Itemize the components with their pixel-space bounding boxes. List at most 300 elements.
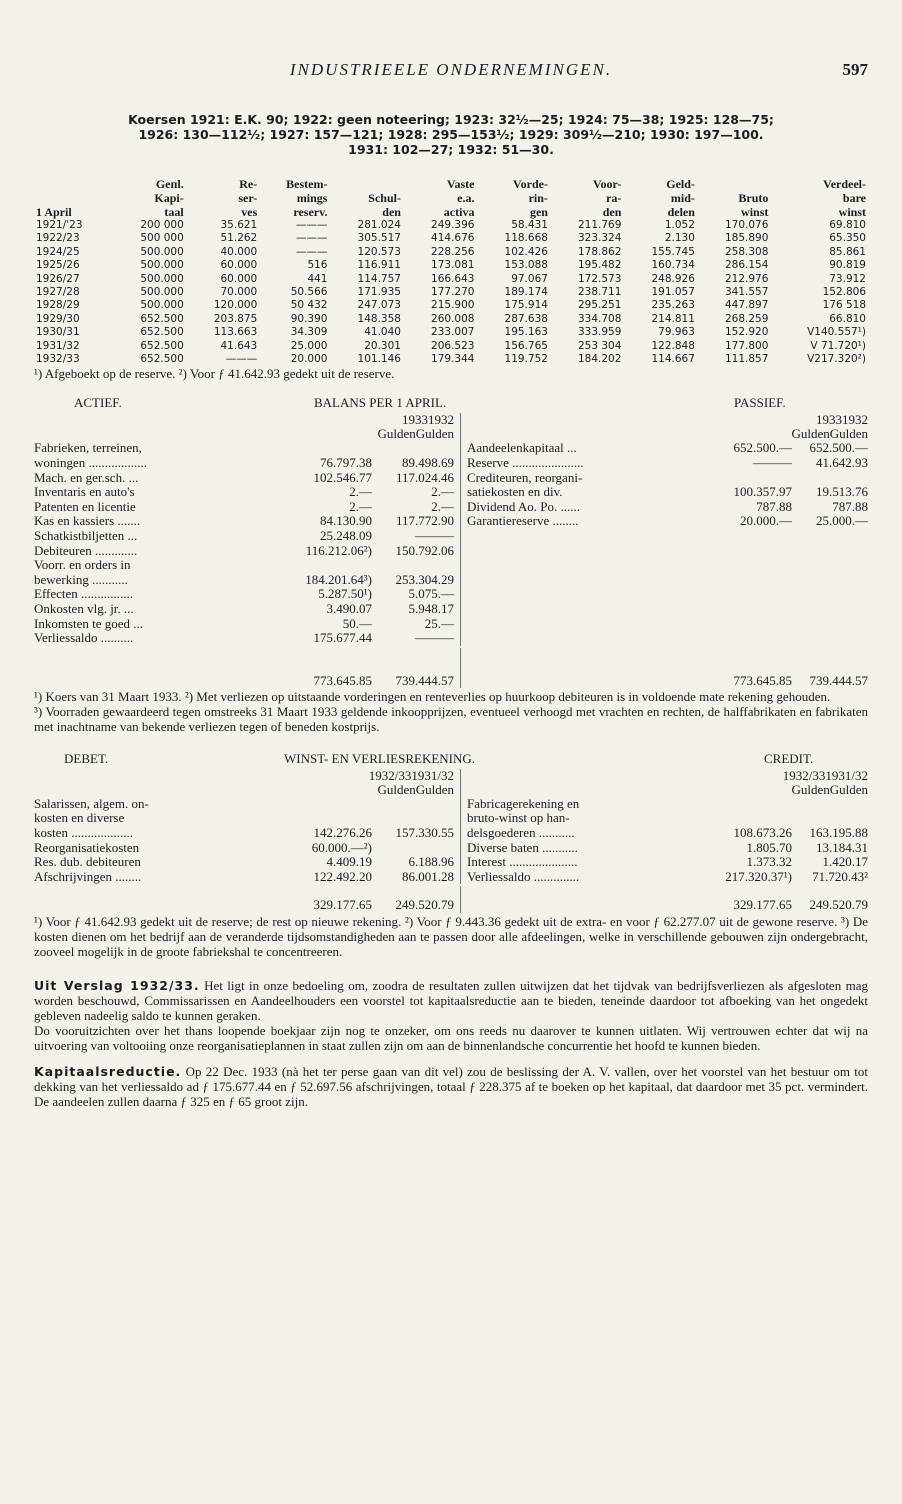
financial-history-table bbox=[34, 177, 868, 366]
ledger-label: Patenten en licentie bbox=[34, 499, 136, 514]
ledger-row bbox=[467, 811, 868, 826]
table-cell: 178.862 bbox=[578, 245, 622, 258]
ledger-value-current: 76.797.38 bbox=[320, 455, 372, 471]
table-cell: 286.154 bbox=[724, 259, 769, 272]
table-cell: 268.259 bbox=[724, 312, 769, 325]
wv-sheet bbox=[34, 769, 868, 885]
ledger-row bbox=[34, 485, 454, 500]
column-header: Kapi- bbox=[154, 191, 184, 205]
ledger-value-previous: 157.330.55 bbox=[395, 824, 454, 840]
table-cell: 90.390 bbox=[290, 312, 328, 325]
ledger-value-previous: 89.498.69 bbox=[402, 455, 454, 471]
table-cell: 248.926 bbox=[651, 272, 695, 285]
table-cell: 333.959 bbox=[578, 326, 622, 339]
ledger-row bbox=[467, 514, 868, 529]
table-cell: 25.000 bbox=[290, 339, 328, 352]
ledger-value-current bbox=[274, 797, 372, 812]
verslag-paragraph: Do vooruitzichten over het thans loopende boekjaar zijn nog te onzeker, om ons reeds nu daarover te kunnen uitlaten. Wij vertrouwen echter dat wij na uitvoering van voltooiing onze reorganisatieplannen in staat zullen zijn om aan de binnenlandsche concurrentie het hoofd te kunnen bieden. bbox=[34, 1022, 868, 1053]
total-value: 329.177.65 bbox=[313, 897, 372, 913]
table-cell: 500.000 bbox=[140, 259, 184, 272]
koersen-block bbox=[34, 112, 868, 157]
ledger-label: Res. dub. debiteuren bbox=[34, 855, 141, 870]
table-cell: 101.146 bbox=[357, 353, 401, 366]
ledger-value-current: 5.287.50¹) bbox=[318, 586, 372, 602]
table-cell: 215.900 bbox=[431, 299, 475, 312]
row-year: 1927/28 bbox=[36, 286, 80, 299]
ledger-value-current: 2.— bbox=[349, 484, 372, 500]
ledger-value-previous: 150.792.06 bbox=[395, 542, 454, 558]
column-header: mings bbox=[296, 191, 328, 205]
ledger-row bbox=[34, 587, 454, 602]
ledger-value-previous bbox=[372, 797, 454, 812]
table-cell: 441 bbox=[307, 272, 328, 285]
ledger-row bbox=[467, 456, 868, 471]
ledger-label: Verliessaldo .............. bbox=[467, 869, 580, 884]
ledger-value-current: 108.673.26 bbox=[733, 824, 792, 840]
ledger-value-previous bbox=[792, 797, 868, 812]
table-cell: 171.935 bbox=[357, 286, 401, 299]
table-cell: 66.810 bbox=[829, 312, 866, 325]
column-header: gen bbox=[529, 205, 548, 219]
table-cell: 41.040 bbox=[364, 326, 401, 339]
table-cell: 652.500 bbox=[140, 339, 184, 352]
ledger-value-current: 122.492.20 bbox=[313, 868, 372, 884]
table-cell: 179.344 bbox=[431, 353, 475, 366]
table-cell: 334.708 bbox=[578, 312, 622, 325]
table-cell: 191.057 bbox=[651, 286, 695, 299]
ledger-label: kosten en diverse bbox=[34, 811, 125, 826]
ledger-value-previous: ——— bbox=[415, 630, 454, 646]
table-cell: 414.676 bbox=[431, 232, 475, 245]
ledger-value-current: 100.357.97 bbox=[733, 484, 792, 500]
table-cell: 111.857 bbox=[724, 353, 769, 366]
koersen-line: 1931: 102—27; 1932: 51—30. bbox=[348, 142, 554, 157]
verslag-paragraph bbox=[34, 979, 868, 1023]
column-header: Bestem- bbox=[286, 177, 328, 191]
column-header: Geld- bbox=[666, 177, 695, 191]
ledger-label: Schatkistbiljetten ... bbox=[34, 529, 138, 544]
ledger-value-previous bbox=[372, 841, 454, 856]
table-cell: ——— bbox=[295, 232, 328, 245]
ledger-row bbox=[467, 855, 868, 870]
table-cell: 152.920 bbox=[724, 326, 769, 339]
ledger-row bbox=[467, 870, 868, 885]
column-header bbox=[34, 177, 112, 191]
ledger-row bbox=[467, 797, 868, 812]
ledger-value-previous: 19.513.76 bbox=[816, 484, 868, 500]
ledger-value-previous bbox=[372, 811, 454, 826]
column-header: taal bbox=[164, 205, 184, 219]
ledger-value-current bbox=[700, 797, 792, 812]
ledger-value-previous: 13.184.31 bbox=[816, 839, 868, 855]
ledger-value-current: 184.201.64³) bbox=[305, 571, 372, 587]
ledger-label: bewerking ........... bbox=[34, 572, 128, 587]
unit-header: Gulden bbox=[377, 426, 416, 442]
ledger-value-previous: 117.772.90 bbox=[395, 513, 454, 529]
table-cell: V140.557¹) bbox=[807, 326, 866, 339]
table-cell: 206.523 bbox=[431, 339, 475, 352]
total-value: 249.520.79 bbox=[809, 897, 868, 913]
unit-header: Gulden bbox=[377, 781, 416, 797]
ledger-label: delsgoederen ........... bbox=[467, 825, 575, 840]
column-header: winst bbox=[741, 205, 769, 219]
table-cell: 247.073 bbox=[357, 299, 401, 312]
balans-title: BALANS PER 1 APRIL. bbox=[314, 395, 447, 411]
table-cell: 195.482 bbox=[578, 259, 622, 272]
column-header: Vorde- bbox=[513, 177, 548, 191]
ledger-value-previous: 1.420.17 bbox=[822, 854, 868, 870]
kapitaal-lead: Kapitaalsreductie. bbox=[34, 1064, 182, 1080]
table-cell: 176 518 bbox=[822, 299, 866, 312]
year-header: 1933 bbox=[402, 412, 428, 428]
ledger-row bbox=[34, 617, 454, 632]
ledger-row bbox=[467, 500, 868, 515]
wv-header bbox=[34, 751, 868, 767]
ledger-value-current: 3.490.07 bbox=[326, 601, 372, 616]
column-header: Schul- bbox=[368, 191, 401, 205]
ledger-value-current: 787.88 bbox=[756, 498, 792, 514]
table-cell: 2.130 bbox=[664, 232, 695, 245]
table-cell: 652.500 bbox=[140, 312, 184, 325]
kapitaal-paragraph bbox=[34, 1065, 868, 1109]
credit-column bbox=[461, 769, 868, 885]
balans-header bbox=[34, 395, 868, 411]
table-cell: 41.643 bbox=[220, 339, 258, 352]
ledger-value-previous: 71.720.43² bbox=[812, 868, 868, 884]
table-cell: 152.806 bbox=[822, 286, 866, 299]
ledger-row bbox=[34, 811, 454, 826]
wv-title: WINST- EN VERLIESREKENING. bbox=[284, 750, 476, 766]
ledger-value-current bbox=[274, 558, 372, 573]
ledger-value-previous bbox=[792, 471, 868, 486]
year-header: 1931/32 bbox=[825, 767, 868, 783]
year-header: 1932/33 bbox=[368, 767, 412, 783]
ledger-label: Effecten ................ bbox=[34, 587, 134, 602]
table-cell: 60.000 bbox=[220, 259, 258, 272]
unit-header: Gulden bbox=[829, 426, 868, 442]
balans-footnote: ³) Voorraden gewaardeerd tegen omstreeks 31 Maart 1933 geldende inkoopprijzen, eventueel verhoogd met vrachten en rechten, de halffabrikaten en fabrikaten met inachtname van bekende verliezen tegen of beneden kostprijs. bbox=[34, 704, 868, 734]
table-cell: 177.800 bbox=[724, 339, 769, 352]
unit-header: Gulden bbox=[415, 781, 454, 797]
ledger-row bbox=[34, 471, 454, 486]
table-cell: 60.000 bbox=[220, 272, 258, 285]
table-row bbox=[34, 219, 868, 232]
table-row bbox=[34, 326, 868, 339]
ledger-row bbox=[34, 826, 454, 841]
table-cell: 249.396 bbox=[431, 219, 475, 231]
ledger-value-current: 652.500.— bbox=[733, 440, 792, 456]
table-cell: 1.052 bbox=[664, 219, 695, 231]
wv-footnote: ¹) Voor ƒ 41.642.93 gedekt uit de reserve; de rest op nieuwe rekening. ²) Voor ƒ 9.443.36 gedekt uit de extra- en voor ƒ 62.277.07 uit de gewone reserve. ³) De kosten dienen om het bedrijf aan de veranderde tijdsomstandigheden aan te passen door alle afdeelingen, welke in verschillende gebouwen zijn ondergebracht, zooveel mogelijk in de groote fabriekshal te concentreeren. bbox=[34, 913, 868, 959]
ledger-row bbox=[34, 841, 454, 856]
ledger-value-previous bbox=[372, 558, 454, 573]
table-cell: 155.745 bbox=[651, 245, 695, 258]
ledger-label: Afschrijvingen ........ bbox=[34, 869, 142, 884]
ledger-value-current: 142.276.26 bbox=[313, 824, 372, 840]
year-header: 1932 bbox=[428, 412, 454, 428]
ledger-value-current: 2.— bbox=[349, 498, 372, 514]
ledger-row bbox=[34, 602, 454, 617]
ledger-label: Kas en kassiers ....... bbox=[34, 514, 141, 529]
ledger-value-current: 25.248.09 bbox=[320, 528, 372, 544]
table-footnote: ¹) Afgeboekt op de reserve. ²) Voor ƒ 41.642.93 gedekt uit de reserve. bbox=[34, 366, 395, 382]
table-cell: 73.912 bbox=[829, 272, 866, 285]
column-header: delen bbox=[667, 205, 695, 219]
ledger-row bbox=[34, 514, 454, 529]
table-cell: 189.174 bbox=[504, 286, 548, 299]
ledger-label: bruto-winst op han- bbox=[467, 811, 570, 826]
ledger-label: Fabrieken, terreinen, bbox=[34, 441, 142, 456]
ledger-value-current: 50.— bbox=[342, 615, 372, 631]
column-header: bare bbox=[842, 191, 866, 205]
table-cell: 173.081 bbox=[431, 259, 475, 272]
running-header bbox=[34, 58, 868, 84]
table-cell: 65.350 bbox=[829, 232, 866, 245]
ledger-value-current: ——— bbox=[753, 455, 792, 471]
ledger-value-previous: 163.195.88 bbox=[809, 824, 868, 840]
table-cell: 120.000 bbox=[213, 299, 258, 312]
ledger-value-current: 1.373.32 bbox=[746, 854, 792, 870]
table-cell: 90.819 bbox=[829, 259, 866, 272]
table-row bbox=[34, 259, 868, 272]
ledger-value-previous: 25.000.— bbox=[816, 513, 868, 529]
ledger-label: Fabricagerekening en bbox=[467, 796, 580, 811]
row-year: 1931/32 bbox=[36, 339, 80, 352]
table-cell: 212.976 bbox=[724, 272, 769, 285]
table-row bbox=[34, 299, 868, 312]
ledger-value-previous: 117.024.46 bbox=[395, 469, 454, 485]
table-cell: 20.301 bbox=[364, 339, 401, 352]
ledger-row bbox=[34, 529, 454, 544]
ledger-value-previous: 6.188.96 bbox=[408, 854, 454, 870]
table-cell: 305.517 bbox=[357, 232, 401, 245]
table-cell: 200 000 bbox=[140, 219, 184, 231]
ledger-value-current bbox=[700, 471, 792, 486]
ledger-row bbox=[34, 631, 454, 646]
ledger-value-previous: 5.948.17 bbox=[408, 601, 454, 616]
table-cell: 156.765 bbox=[504, 339, 548, 352]
total-value: 329.177.65 bbox=[733, 897, 792, 913]
column-header: Geпl. bbox=[155, 177, 184, 191]
ledger-value-current: 1.805.70 bbox=[746, 839, 792, 855]
table-cell: 341.557 bbox=[724, 286, 769, 299]
row-year: 1932/33 bbox=[36, 353, 80, 366]
table-cell: 281.024 bbox=[357, 219, 401, 231]
verslag-lead: Uit Verslag 1932/33. bbox=[34, 978, 200, 994]
column-header: ves bbox=[241, 205, 258, 219]
table-cell: ——— bbox=[295, 219, 328, 231]
ledger-label: kosten ................... bbox=[34, 825, 133, 840]
ledger-label: Onkosten vlg. jr. ... bbox=[34, 602, 134, 616]
table-cell: 160.734 bbox=[651, 259, 695, 272]
unit-header: Gulden bbox=[829, 781, 868, 797]
ledger-row bbox=[467, 841, 868, 856]
ledger-label: Garantiereserve ........ bbox=[467, 514, 579, 529]
column-header bbox=[697, 177, 770, 191]
ledger-value-previous bbox=[372, 441, 454, 456]
table-cell: 172.573 bbox=[578, 272, 622, 285]
table-row bbox=[34, 232, 868, 245]
table-cell: 122.848 bbox=[651, 339, 695, 352]
table-cell: 50 432 bbox=[290, 299, 328, 312]
page bbox=[34, 58, 868, 1110]
table-cell: 51.262 bbox=[220, 232, 258, 245]
balans-footnote: ¹) Koers van 31 Maart 1933. ²) Met verliezen op uitstaande vorderingen en renteverlies op huurkoop debiteuren is in voldoende mate rekening gehouden. bbox=[34, 689, 831, 705]
table-cell: V217.320²) bbox=[807, 353, 866, 366]
actief-column bbox=[34, 413, 461, 645]
table-cell: 211.769 bbox=[578, 219, 622, 231]
ledger-value-previous: 2.— bbox=[431, 498, 454, 514]
column-header: den bbox=[602, 205, 622, 219]
ledger-label: Diverse baten ........... bbox=[467, 840, 578, 855]
ledger-label: Dividend Ao. Po. ...... bbox=[467, 499, 581, 514]
table-cell: 238.711 bbox=[578, 286, 622, 299]
table-cell: 114.667 bbox=[651, 353, 695, 366]
table-cell: 69.810 bbox=[829, 219, 866, 231]
table-cell: 119.752 bbox=[504, 353, 548, 366]
koersen-line: 1926: 130—112½; 1927: 157—121; 1928: 295—153½; 1929: 309½—210; 1930: 197—100. bbox=[138, 127, 764, 142]
ledger-label: Debiteuren ............. bbox=[34, 543, 138, 558]
wv-totals bbox=[34, 886, 868, 913]
debet-label: DEBET. bbox=[64, 750, 109, 766]
ledger-row bbox=[34, 870, 454, 885]
row-year: 1928/29 bbox=[36, 299, 80, 312]
ledger-row bbox=[34, 500, 454, 515]
ledger-value-previous: 787.88 bbox=[832, 498, 868, 514]
column-header: ra- bbox=[606, 191, 622, 205]
table-cell: 113.663 bbox=[213, 326, 258, 339]
column-header: rin- bbox=[528, 191, 548, 205]
unit-header: Gulden bbox=[415, 426, 454, 442]
column-header: winst bbox=[838, 205, 866, 219]
table-cell: 228.256 bbox=[431, 245, 475, 258]
column-header: ser- bbox=[238, 191, 258, 205]
column-header: Voor- bbox=[592, 177, 622, 191]
credit-label: CREDIT. bbox=[764, 750, 814, 766]
table-cell: 652.500 bbox=[140, 353, 184, 366]
table-cell: 258.308 bbox=[724, 245, 769, 258]
table-cell: 175.914 bbox=[504, 299, 548, 312]
table-cell: 70.000 bbox=[220, 286, 258, 299]
verslag-text: Het ligt in onze bedoeling om, zoodra de resultaten zullen uitwijzen dat het tijdvak van bedrijfsverliezen als afgesloten mag worden beschouwd, Commissarissen en Aandeelhouders een voorstel tot kapitaalsreductie aan te bieden, teneinde daardoor tot afboeking van het ongedekt gebleven nadeelig saldo te kunnen geraken. bbox=[34, 978, 868, 1023]
row-year: 1924/25 bbox=[36, 245, 80, 258]
kapitaal-text: Op 22 Dec. 1933 (nà het ter perse gaan van dit vel) zou de beslissing der A. V. vallen, over het voorstel van het bestuur om tot dekking van het verliessaldo ad ƒ 175.677.44 en ƒ 52.697.56 afschrijvingen, totaal ƒ 228.375 af te boeken op het kapitaal, dat daardoor met 35 pct. vermindert. De aandeelen zullen daarna ƒ 325 en ƒ 65 groot zijn. bbox=[34, 1064, 869, 1109]
table-cell: 85.861 bbox=[829, 245, 866, 258]
table-cell: 253 304 bbox=[578, 339, 622, 352]
table-cell: 323.324 bbox=[578, 232, 622, 245]
total-value: 773.645.85 bbox=[733, 672, 792, 688]
ledger-value-current: 60.000.—²) bbox=[311, 839, 372, 855]
balans-totals bbox=[34, 648, 868, 689]
table-cell: 184.202 bbox=[578, 353, 622, 366]
table-row bbox=[34, 353, 868, 366]
ledger-value-current bbox=[274, 811, 372, 826]
table-cell: 170.076 bbox=[724, 219, 769, 231]
column-header: 1 April bbox=[36, 205, 72, 219]
ledger-row bbox=[34, 456, 454, 471]
ledger-value-current bbox=[274, 441, 372, 456]
table-cell: 500.000 bbox=[140, 299, 184, 312]
ledger-label: Inkomsten te goed ... bbox=[34, 616, 144, 631]
ledger-label: Reserve ...................... bbox=[467, 456, 584, 471]
ledger-value-current: 20.000.— bbox=[740, 513, 792, 529]
ledger-value-current bbox=[700, 811, 792, 826]
table-cell: 153.088 bbox=[504, 259, 548, 272]
year-header: 1932/33 bbox=[782, 767, 826, 783]
table-cell: 35.621 bbox=[220, 219, 258, 231]
ledger-row bbox=[467, 485, 868, 500]
row-year: 1930/31 bbox=[36, 326, 80, 339]
ledger-value-previous bbox=[792, 811, 868, 826]
table-cell: ——— bbox=[295, 245, 328, 258]
ledger-row bbox=[467, 471, 868, 486]
table-cell: 166.643 bbox=[431, 272, 475, 285]
table-cell: ——— bbox=[225, 353, 258, 366]
ledger-value-current: 102.546.77 bbox=[313, 469, 372, 485]
page-number: 597 bbox=[842, 60, 868, 79]
ledger-value-previous: 253.304.29 bbox=[395, 571, 454, 587]
table-cell: 58.431 bbox=[511, 219, 548, 231]
debet-column bbox=[34, 769, 461, 885]
table-cell: 500.000 bbox=[140, 272, 184, 285]
ledger-value-current: 175.677.44 bbox=[313, 630, 372, 646]
ledger-row bbox=[34, 558, 454, 573]
table-cell: 235.263 bbox=[651, 299, 695, 312]
table-cell: 40.000 bbox=[220, 245, 258, 258]
table-cell: 185.890 bbox=[724, 232, 769, 245]
ledger-row bbox=[467, 441, 868, 456]
column-header: e.a. bbox=[457, 191, 475, 205]
row-year: 1921/'23 bbox=[36, 219, 83, 231]
ledger-value-current: 84.130.90 bbox=[320, 513, 372, 529]
ledger-value-current: 116.212.06²) bbox=[305, 542, 372, 558]
ledger-label: Voorr. en orders in bbox=[34, 558, 131, 573]
table-row bbox=[34, 313, 868, 326]
total-value: 739.444.57 bbox=[809, 672, 868, 688]
table-row bbox=[34, 286, 868, 299]
ledger-label: Reorganisatiekosten bbox=[34, 840, 140, 855]
ledger-value-previous: 652.500.— bbox=[809, 440, 868, 456]
table-cell: 195.163 bbox=[504, 326, 548, 339]
running-title: INDUSTRIEELE ONDERNEMINGEN. bbox=[289, 60, 613, 79]
table-cell: V 71.720¹) bbox=[810, 339, 866, 352]
ledger-label: woningen .................. bbox=[34, 456, 148, 471]
ledger-row bbox=[34, 544, 454, 559]
table-cell: 652.500 bbox=[140, 326, 184, 339]
table-cell: 102.426 bbox=[504, 245, 548, 258]
ledger-row bbox=[34, 797, 454, 812]
ledger-value-previous: 25.— bbox=[424, 615, 454, 631]
row-year: 1925/26 bbox=[36, 259, 80, 272]
row-year: 1929/30 bbox=[36, 312, 80, 325]
row-year: 1926/27 bbox=[36, 272, 80, 285]
ledger-value-previous: 5.075.— bbox=[408, 586, 454, 602]
table-cell: 500 000 bbox=[140, 232, 184, 245]
ledger-label: Aandeelenkapitaal ... bbox=[467, 441, 577, 456]
column-header: Vaste bbox=[446, 177, 475, 191]
total-value: 773.645.85 bbox=[313, 672, 372, 688]
column-header: reserv. bbox=[293, 205, 328, 219]
table-cell: 260.008 bbox=[431, 312, 475, 325]
table-cell: 97.067 bbox=[511, 272, 548, 285]
ledger-row bbox=[467, 826, 868, 841]
column-header bbox=[34, 191, 112, 205]
ledger-label: satiekosten en div. bbox=[467, 485, 563, 500]
table-cell: 50.566 bbox=[290, 286, 328, 299]
table-cell: 118.668 bbox=[504, 232, 548, 245]
table-cell: 177.270 bbox=[431, 286, 475, 299]
ledger-label: Mach. en ger.sch. ... bbox=[34, 470, 139, 485]
